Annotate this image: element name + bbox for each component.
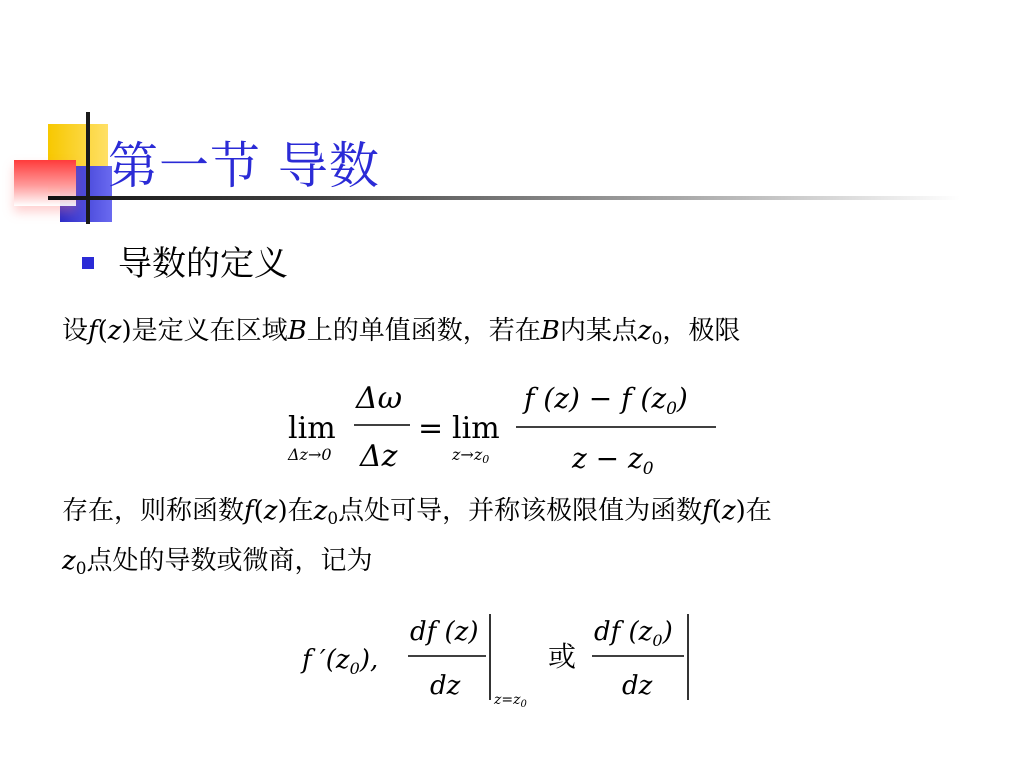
evaluation-subscript: $z=z_0$ — [494, 692, 527, 710]
fraction-1-numerator: Δω — [356, 381, 403, 416]
fraction-4-numerator: df $(z_0)$ — [594, 617, 673, 650]
or-text: 或 — [548, 640, 577, 673]
lim-1-subscript: Δz→0 — [288, 445, 332, 464]
slide-title: 第一节 导数 — [108, 137, 380, 195]
lim-2-subscript: z→z0 — [452, 445, 490, 466]
fraction-3-denominator: dz — [430, 671, 461, 701]
f-prime-z0: f $'(z_0)$, — [302, 645, 379, 678]
fraction-4-denominator: dz — [622, 671, 653, 701]
definition-paragraph-2: 存在，则称函数f(z)在$z_0$点处可导，并称该极限值为函数f(z)在 — [62, 496, 772, 529]
definition-paragraph-3: $z_0$点处的导数或微商，记为 — [62, 546, 373, 579]
lim-2: lim — [452, 411, 500, 446]
lim-1: lim — [288, 411, 336, 446]
equals-sign: = — [418, 411, 444, 446]
fraction-1-denominator: Δz — [360, 439, 398, 474]
definition-paragraph-1: 设f(z)是定义在区域B上的单值函数，若在B内某点$z_0$，极限 — [62, 316, 741, 349]
bullet-heading: 导数的定义 — [118, 244, 288, 284]
fraction-3-numerator: df (z) — [410, 617, 479, 647]
fraction-2-numerator: f (z) − f $(z_0)$ — [524, 382, 688, 419]
fraction-2-denominator: $z - z_0$ — [572, 442, 654, 479]
